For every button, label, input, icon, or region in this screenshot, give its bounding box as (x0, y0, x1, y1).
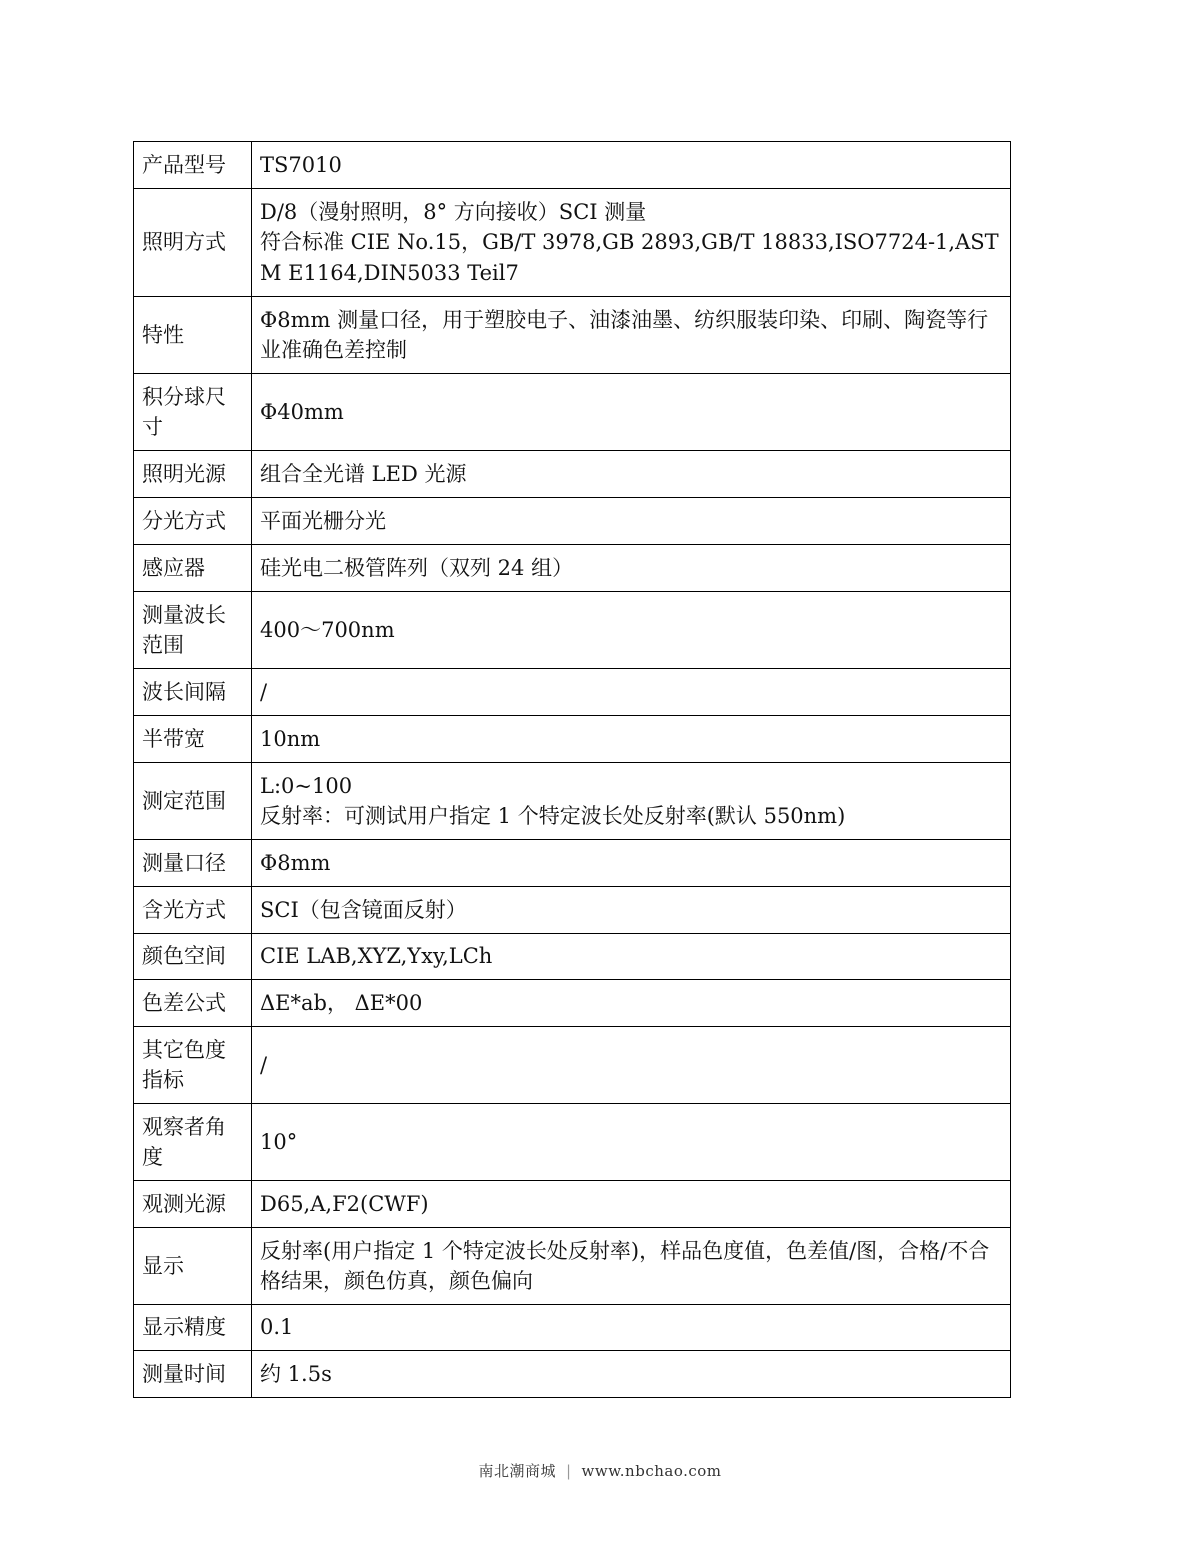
footer (0, 1460, 1200, 1481)
table-row (134, 887, 1011, 934)
row-value: ΔE*ab， ΔE*00 (252, 980, 1011, 1027)
row-label: 显示 (134, 1228, 252, 1305)
footer-site-name: 南北潮商城 (478, 1462, 556, 1480)
row-label: 测定范围 (134, 763, 252, 840)
row-value: / (252, 1027, 1011, 1104)
row-label: 产品型号 (134, 142, 252, 189)
table-row (134, 592, 1011, 669)
table-row (134, 840, 1011, 887)
row-value: 400～700nm (252, 592, 1011, 669)
row-label: 感应器 (134, 545, 252, 592)
row-value: TS7010 (252, 142, 1011, 189)
row-value: Φ40mm (252, 374, 1011, 451)
table-row (134, 1181, 1011, 1228)
table-row (134, 669, 1011, 716)
table-row (134, 374, 1011, 451)
table-row (134, 1305, 1011, 1351)
row-label: 含光方式 (134, 887, 252, 934)
row-label: 观测光源 (134, 1181, 252, 1228)
row-label: 积分球尺寸 (134, 374, 252, 451)
spec-table (133, 141, 1011, 1398)
row-label: 半带宽 (134, 716, 252, 763)
row-label: 显示精度 (134, 1305, 252, 1351)
row-value: D65,A,F2(CWF) (252, 1181, 1011, 1228)
table-row (134, 142, 1011, 189)
table-row (134, 451, 1011, 498)
table-row (134, 1351, 1011, 1398)
table-row (134, 498, 1011, 545)
row-value: 10° (252, 1104, 1011, 1181)
footer-url[interactable]: www.nbchao.com (581, 1462, 722, 1480)
row-label: 波长间隔 (134, 669, 252, 716)
row-label: 分光方式 (134, 498, 252, 545)
row-label: 测量时间 (134, 1351, 252, 1398)
row-value: 反射率(用户指定 1 个特定波长处反射率)，样品色度值，色差值/图，合格/不合格结果，颜色仿真，颜色偏向 (252, 1228, 1011, 1305)
row-label: 色差公式 (134, 980, 252, 1027)
row-label: 测量口径 (134, 840, 252, 887)
table-row (134, 545, 1011, 592)
row-value: L:0~100 反射率：可测试用户指定 1 个特定波长处反射率(默认 550nm) (252, 763, 1011, 840)
row-label: 其它色度指标 (134, 1027, 252, 1104)
row-label: 观察者角度 (134, 1104, 252, 1181)
row-value: 0.1 (252, 1305, 1011, 1351)
row-value: D/8（漫射照明，8° 方向接收）SCI 测量 符合标准 CIE No.15，GB/T 3978,GB 2893,GB/T 18833,ISO7724-1,ASTM E1164,DIN5033 Teil7 (252, 189, 1011, 297)
row-label: 测量波长范围 (134, 592, 252, 669)
table-row (134, 716, 1011, 763)
row-label: 特性 (134, 297, 252, 374)
table-row (134, 1104, 1011, 1181)
row-label: 照明光源 (134, 451, 252, 498)
row-label: 颜色空间 (134, 934, 252, 980)
row-value: 硅光电二极管阵列（双列 24 组） (252, 545, 1011, 592)
row-value: 平面光栅分光 (252, 498, 1011, 545)
table-row (134, 980, 1011, 1027)
row-value: Φ8mm 测量口径，用于塑胶电子、油漆油墨、纺织服装印染、印刷、陶瓷等行业准确色差控制 (252, 297, 1011, 374)
row-label: 照明方式 (134, 189, 252, 297)
row-value: Φ8mm (252, 840, 1011, 887)
table-row (134, 1027, 1011, 1104)
table-row (134, 297, 1011, 374)
row-value: 10nm (252, 716, 1011, 763)
table-row (134, 189, 1011, 297)
row-value: / (252, 669, 1011, 716)
row-value: 组合全光谱 LED 光源 (252, 451, 1011, 498)
table-row (134, 763, 1011, 840)
footer-separator: | (565, 1462, 572, 1480)
table-row (134, 1228, 1011, 1305)
row-value: SCI（包含镜面反射） (252, 887, 1011, 934)
row-value: 约 1.5s (252, 1351, 1011, 1398)
table-row (134, 934, 1011, 980)
row-value: CIE LAB,XYZ,Yxy,LCh (252, 934, 1011, 980)
